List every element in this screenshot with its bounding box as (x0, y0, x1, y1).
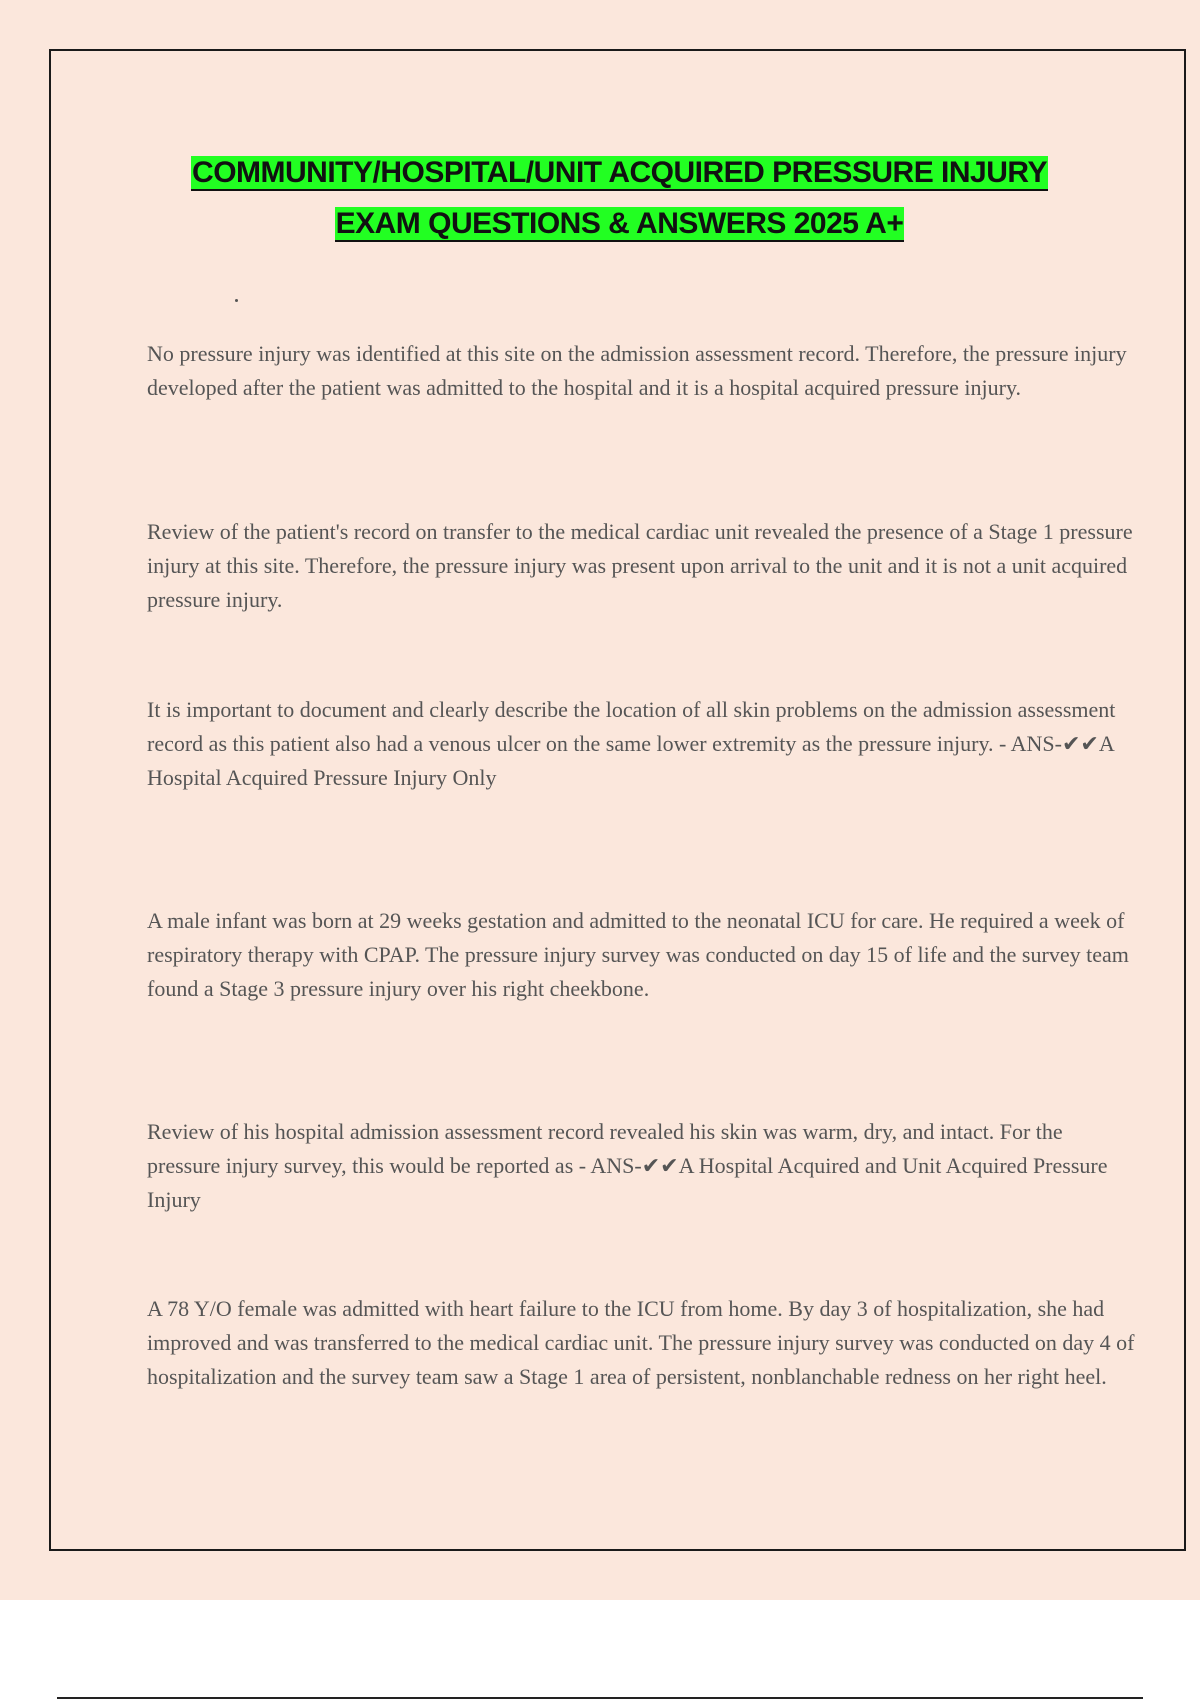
paragraph-4: A male infant was born at 29 weeks gestation and admitted to the neonatal ICU for care. He required a week of respiratory therapy with CPAP. The pressure injury survey was conducted on day 15 of life and the survey team found a Stage 3 pressure injury over his right cheekbone. (147, 908, 1129, 1001)
paragraph-1: No pressure injury was identified at this site on the admission assessment record. Therefore, the pressure injury developed after the patient was admitted to the hospital and it is a hospital acquired pressure injury. (147, 341, 1127, 400)
document-title (51, 147, 1188, 249)
title-line-1: COMMUNITY/HOSPITAL/UNIT ACQUIRED PRESSURE INJURY (192, 156, 1047, 189)
paragraph-2: Review of the patient's record on transfer to the medical cardiac unit revealed the presence of a Stage 1 pressure injury at this site. Therefore, the pressure injury was present upon arrival to the unit and it is not a unit acquired pressure injury. (147, 519, 1133, 612)
title-line-2: EXAM QUESTIONS & ANSWERS 2025 A+ (335, 207, 904, 240)
paragraph-6: A 78 Y/O female was admitted with heart failure to the ICU from home. By day 3 of hospitalization, she had improved and was transferred to the medical cardiac unit. The pressure injury survey was conducted on day 4 of hospitalization and the survey team saw a Stage 1 area of persistent, nonblanchable redness on her right heel. (147, 1296, 1135, 1389)
paragraph-3: It is important to document and clearly describe the location of all skin problems on the admission assessment record as this patient also had a venous ulcer on the same lower extremity as the pressure injury. - ANS-✔✔A Hospital Acquired Pressure Injury Only (147, 697, 1116, 790)
content-frame (49, 49, 1186, 1551)
footer-rule (57, 1697, 1143, 1699)
paragraph-5: Review of his hospital admission assessment record revealed his skin was warm, dry, and intact. For the pressure injury survey, this would be reported as - ANS-✔✔A Hospital Acquired and Unit Acquired Pressure Injury (147, 1119, 1108, 1212)
stray-dot (235, 299, 238, 302)
